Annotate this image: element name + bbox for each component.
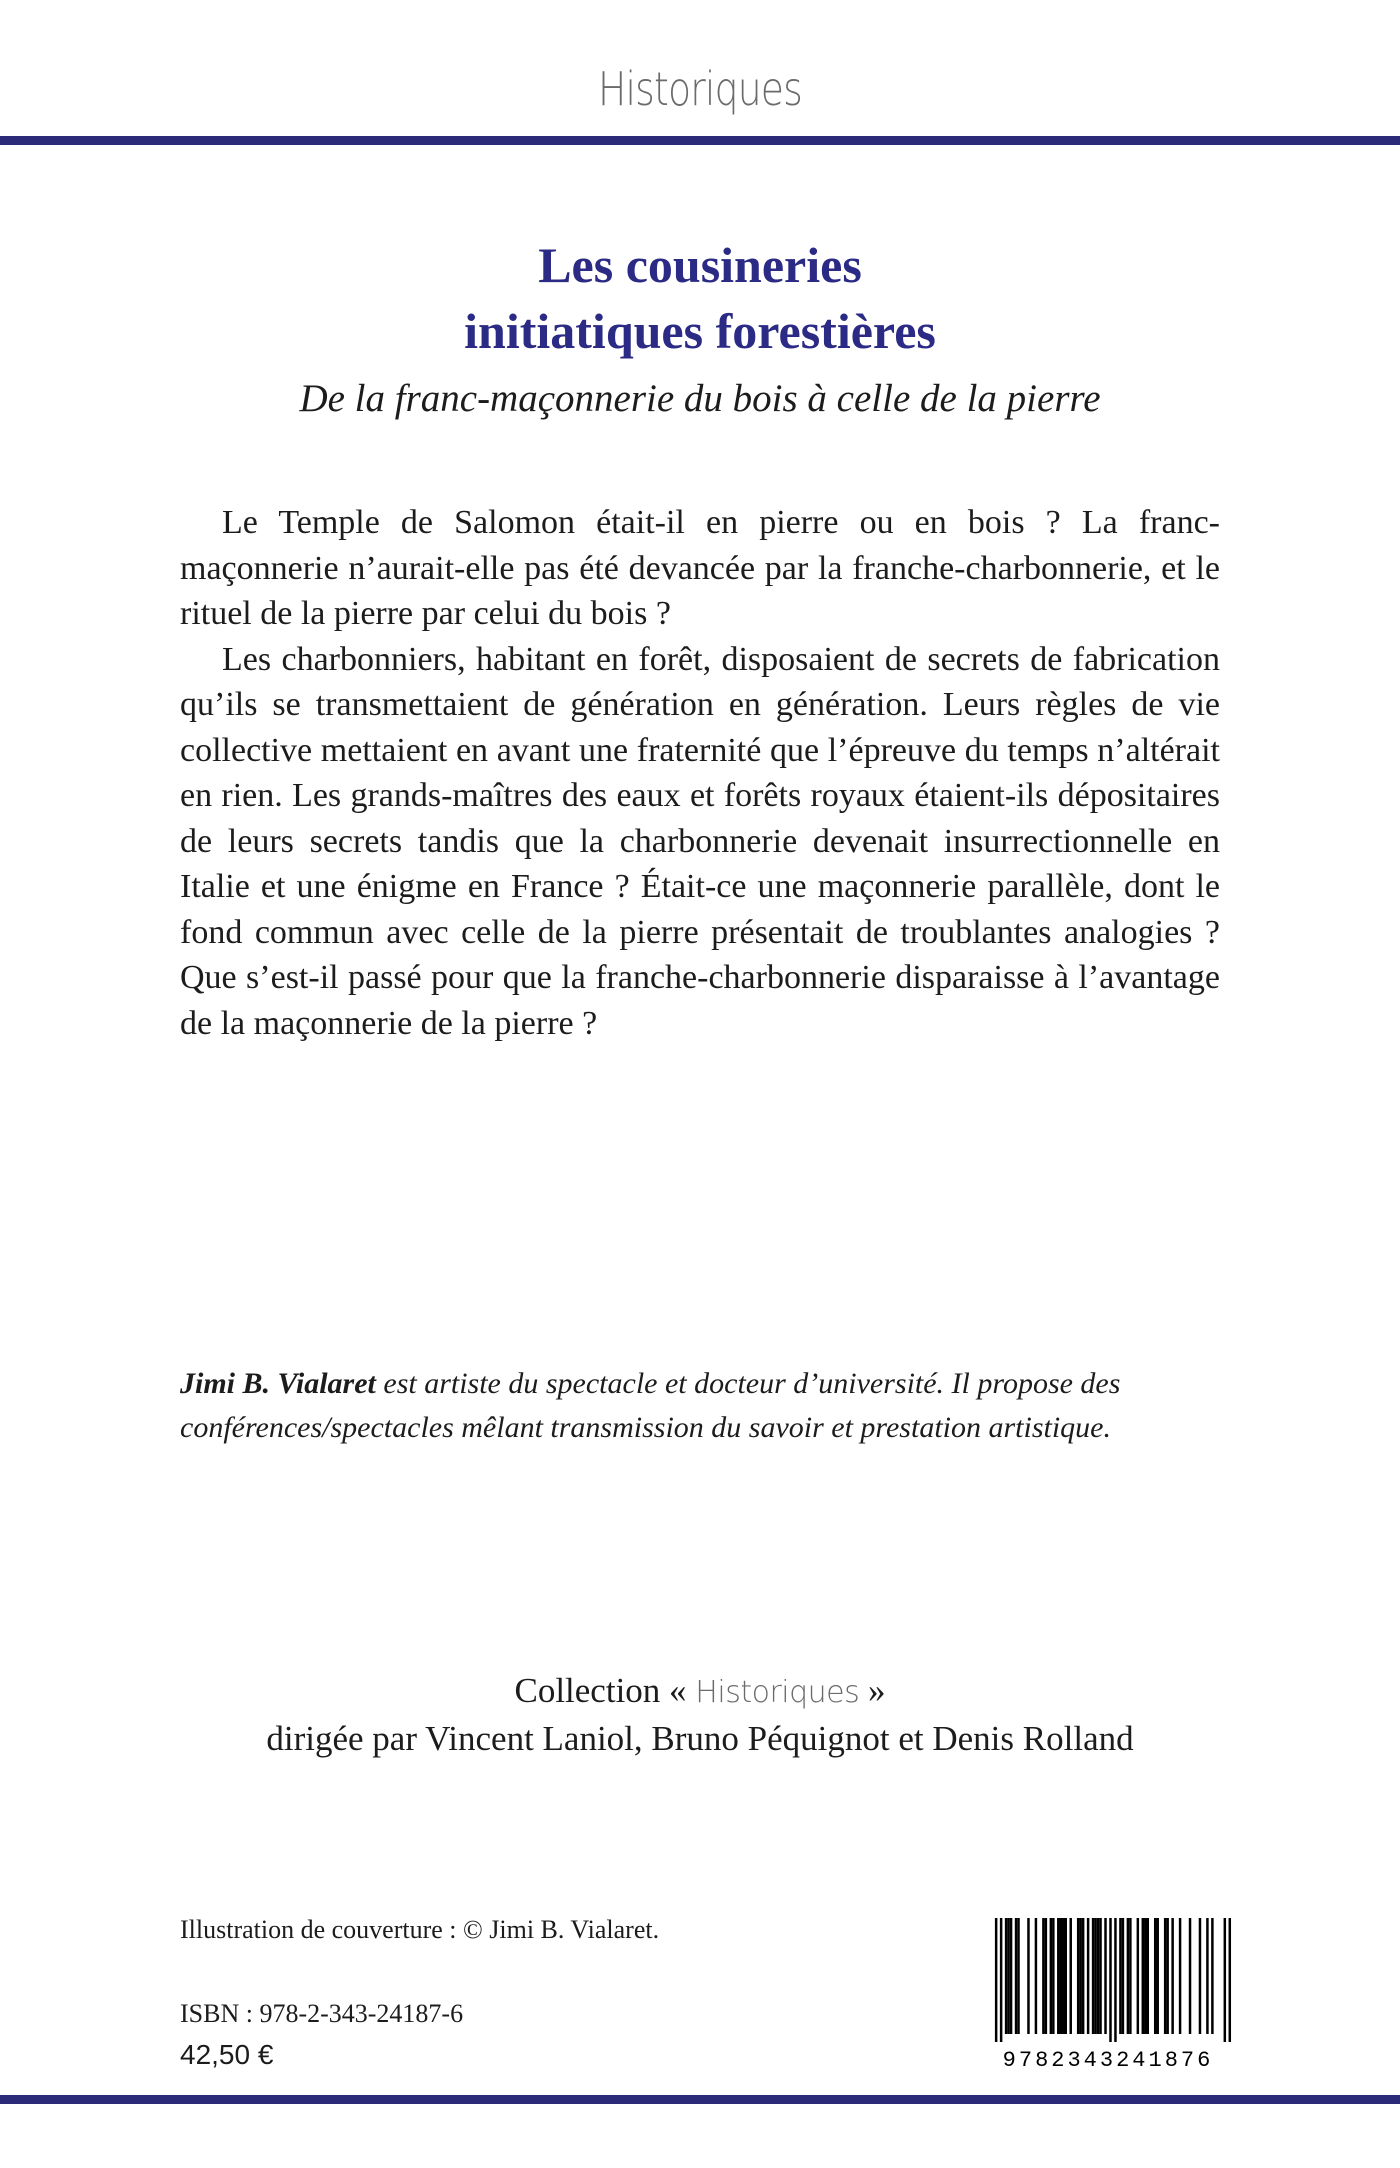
barcode-bar [1119,1918,1121,2034]
isbn: ISBN : 978-2-343-24187-6 [180,1999,464,2028]
blurb [180,500,1220,1046]
credits [180,1915,740,2071]
barcode-bar [1057,1918,1059,2034]
barcode-bar [1154,1918,1156,2034]
book-subtitle: De la franc-maçonnerie du bois à celle de la pierre [299,377,1101,420]
barcode-bar [995,1918,997,2042]
barcode-bar [1166,1918,1168,2034]
barcode-bar [1062,1918,1064,2034]
barcode-bar [1122,1918,1124,2034]
price: 42,50 € [180,2039,274,2070]
barcode-bar [1005,1918,1007,2034]
collection-info [0,1668,1400,1762]
book-title [0,232,1400,364]
barcode-bar [1094,1918,1096,2034]
author-bio-text: est artiste du spectacle et docteur d’université. Il propose des conférences/spectacles mêlant transmission du savoir et prestation artistique. [180,1367,1121,1444]
barcode-bar [1092,1918,1094,2034]
blurb-paragraph: Le Temple de Salomon était-il en pierre ou en bois ? La franc-maçonnerie n’aurait-elle pas été devancée par la franche-charbonnerie, et le rituel de la pierre par celui du bois ? [180,504,1220,632]
barcode-bar [1127,1918,1129,2034]
author-bio [180,1362,1220,1450]
barcode-bar [1069,1918,1071,2034]
barcode-bar [1079,1918,1081,2034]
barcode-bar [1137,1918,1139,2034]
barcode-bar [1224,1918,1226,2042]
barcode-bar [1164,1918,1166,2034]
barcode-bar [1199,1918,1201,2034]
barcode-bar [1206,1918,1208,2034]
barcode-bar [1060,1918,1062,2034]
barcode-bar [1104,1918,1106,2034]
collection-directors: dirigée par Vincent Laniol, Bruno Péquignot et Denis Rolland [266,1719,1134,1758]
collection-prefix: Collection « [514,1671,687,1710]
barcode-bar [1097,1918,1099,2034]
barcode-bar [1114,1918,1116,2042]
barcode-bar [1065,1918,1067,2034]
bottom-rule [0,2095,1400,2104]
barcode-bar [1077,1918,1079,2034]
barcode-bar [1179,1918,1181,2034]
barcode-bar [1144,1918,1146,2034]
barcode-bar [1052,1918,1054,2034]
barcode-bar [1229,1918,1231,2042]
top-rule [0,136,1400,145]
barcode-bar [1010,1918,1012,2034]
barcode-bar [1129,1918,1131,2034]
barcode-bar [1045,1918,1047,2034]
barcode-bar [1211,1918,1213,2034]
barcode-bar [1015,1918,1017,2034]
barcode-bar [1050,1918,1052,2034]
barcode [980,1918,1236,2070]
barcode-bar [1171,1918,1173,2034]
barcode-bar [1027,1918,1029,2034]
barcode-bar [1017,1918,1019,2034]
collection-line [0,1668,1400,1716]
illustration-credit: Illustration de couverture : © Jimi B. Vialaret. [180,1915,660,1944]
barcode-bar [1142,1918,1144,2034]
author-name: Jimi B. Vialaret [180,1367,376,1400]
barcode-bar [1189,1918,1191,2034]
barcode-digits: 9782343241876 [1002,2048,1214,2070]
barcode-bar [1099,1918,1101,2034]
barcode-bar [1147,1918,1149,2034]
collection-suffix: » [868,1671,886,1710]
barcode-bar [1087,1918,1089,2034]
barcode-bar [1082,1918,1084,2034]
barcode-bar [1109,1918,1111,2042]
series-logo: Historiques [597,62,803,116]
barcode-bar [1156,1918,1158,2034]
title-line-2: initiatiques forestières [464,303,936,359]
barcode-bar [1035,1918,1037,2034]
barcode-bar [1000,1918,1002,2042]
barcode-bars [995,1918,1231,2042]
title-line-1: Les cousineries [538,237,862,293]
blurb-paragraph: Les charbonniers, habitant en forêt, disposaient de secrets de fabrication qu’ils se transmettaient de génération en génération. Leurs règles de vie collective mettaient en avant une fraternité que l’épreuve du temps n’altérait en rien. Les grands-maîtres des eaux et forêts royaux étaient-ils dépositaires de leurs secrets tandis que la charbonnerie devenait insurrectionnelle en Italie et une énigme en France ? Était-ce une maçonnerie parallèle, dont le fond commun avec celle de la pierre présentait de troublantes analogies ? Que s’est-il passé pour que la franche-charbonnerie disparaisse à l’avantage de la maçonnerie de la pierre ? [180,640,1220,1042]
barcode-bar [1042,1918,1044,2034]
barcode-bar [1007,1918,1009,2034]
collection-logo: Historiques [695,1675,860,1710]
